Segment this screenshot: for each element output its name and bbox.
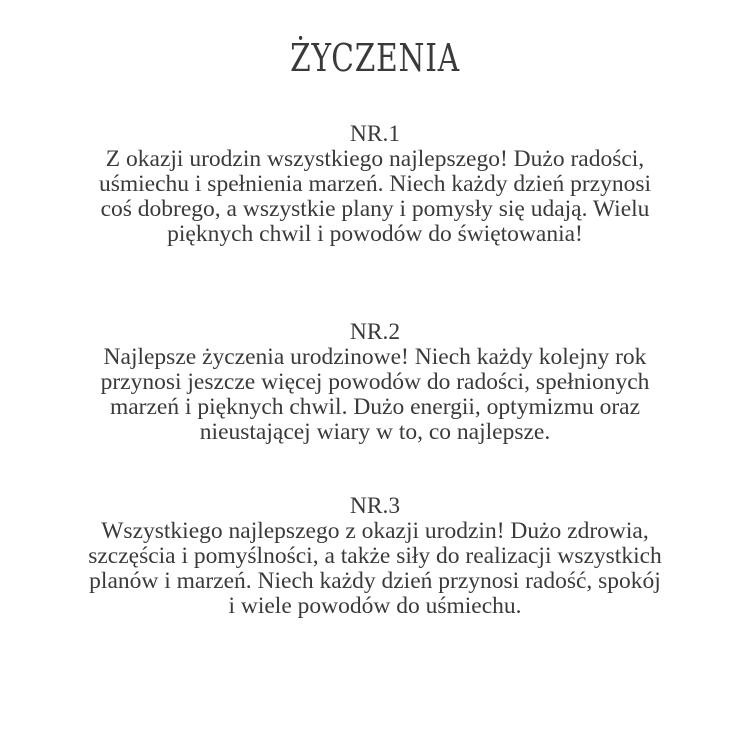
wish-text: Z okazji urodzin wszystkiego najlepszego! Dużo radości, uśmiechu i spełnienia marzeń. Niech każdy dzień przynosi coś dobrego, a wszystkie plany i pomysły się udają. Wielu pięknych chwil i powodów do świętowania! [98, 146, 652, 247]
page-title: ŻYCZENIA [290, 36, 460, 80]
wish-number: NR.3 [349, 493, 401, 519]
wish-text: Wszystkiego najlepszego z okazji urodzin! Dużo zdrowia, szczęścia i pomyślności, a także siły do realizacji wszystkich planów i marzeń. Niech każdy dzień przynosi radość, spokój i wiele powodów do uśmiechu. [88, 518, 662, 619]
wish-number: NR.1 [349, 121, 401, 147]
wish-block-3 [0, 494, 750, 619]
wish-block-2 [0, 320, 750, 445]
wish-block-1 [0, 122, 750, 247]
wish-text: Najlepsze życzenia urodzinowe! Niech każdy kolejny rok przynosi jeszcze więcej powodów do radości, spełnionych marzeń i pięknych chwil. Dużo energii, optymizmu oraz nieustającej wiary w to, co najlepsze. [100, 344, 650, 445]
wish-number: NR.2 [349, 319, 401, 345]
